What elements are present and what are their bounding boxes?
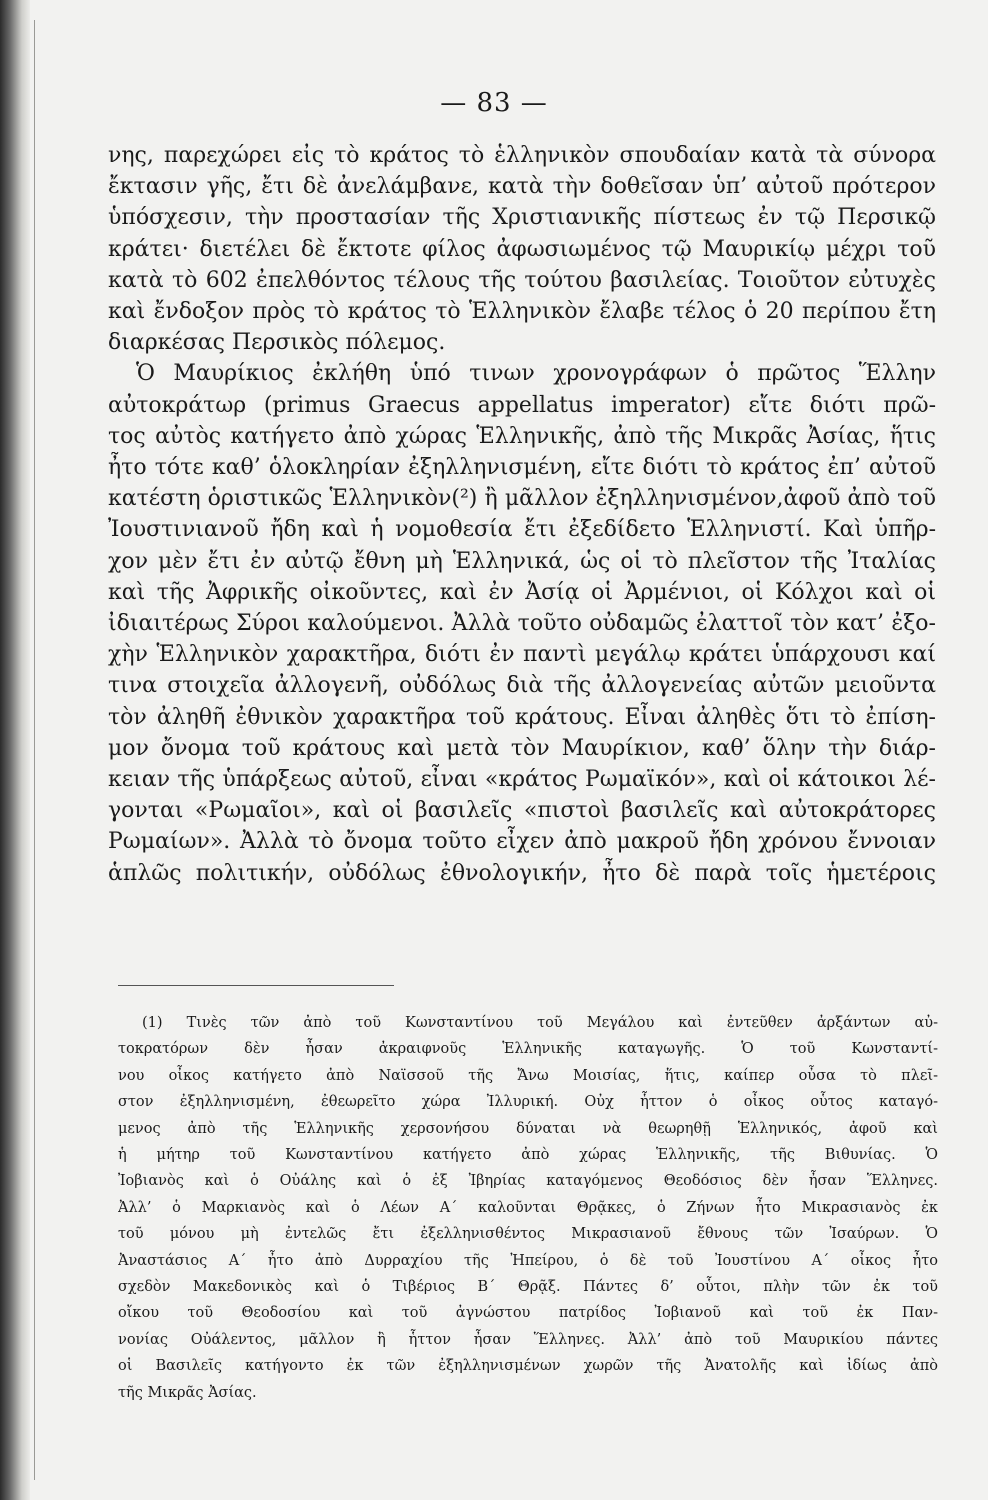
text-line: αὐτοκράτωρ (primus Graecus appellatus imperator) εἴτε διότι πρῶ- (108, 392, 936, 418)
footnote-line: νονίας Οὐάλεντος, μᾶλλον ἢ ἧττον ἦσαν Ἕλληνες. Ἀλλ’ ἀπὸ τοῦ Μαυρικίου πάντες (118, 1331, 938, 1348)
text-line: γονται «Ρωμαῖοι», καὶ οἱ βασιλεῖς «πιστοὶ βασιλεῖς καὶ αὐτοκράτορες (108, 798, 936, 824)
footnote-line: οἴκου τοῦ Θεοδοσίου καὶ τοῦ ἀγνώστου πατρίδος Ἰοβιανοῦ καὶ τοῦ ἐκ Παν- (118, 1305, 938, 1322)
text-line: ἔκτασιν γῆς, ἔτι δὲ ἀνελάμβανε, κατὰ τὴν δοθεῖσαν ὑπ’ αὐτοῦ πρότερον (108, 174, 936, 200)
footnotes (118, 1010, 938, 1406)
footnote-line: Ἀλλ’ ὁ Μαρκιανὸς καὶ ὁ Λέων Α΄ καλοῦνται Θρᾷκες, ὁ Ζήνων ἦτο Μικρασιανὸς ἐκ (118, 1199, 938, 1216)
text-line: κατὰ τὸ 602 ἐπελθόντος τέλους τῆς τούτου βασιλείας. Τοιοῦτον εὐτυχὲς (108, 267, 936, 293)
text-line: κράτει· διετέλει δὲ ἔκτοτε φίλος ἀφωσιωμένος τῷ Μαυρικίῳ μέχρι τοῦ (108, 236, 936, 262)
text-line: ἦτο τότε καθ’ ὁλοκληρίαν ἐξηλληνισμένη, εἴτε διότι τὸ κράτος ἐπ’ αὐτοῦ (108, 455, 936, 481)
text-line: Ἰουστινιανοῦ ἤδη καὶ ἡ νομοθεσία ἔτι ἐξεδίδετο Ἑλληνιστί. Καὶ ὑπῆρ- (108, 517, 936, 543)
text-line: τινα στοιχεῖα ἀλλογενῆ, οὐδόλως διὰ τῆς ἀλλογενείας αὐτῶν μειοῦντα (108, 673, 936, 699)
text-line: ἰδιαιτέρως Σύροι καλούμενοι. Ἀλλὰ τοῦτο οὐδαμῶς ἐλαττοῖ τὸν κατ’ ἐξο- (108, 611, 936, 637)
footnote-line: τοῦ μόνου μὴ ἐντελῶς ἔτι ἐξελληνισθέντος Μικρασιανοῦ ἔθνους τῶν Ἰσαύρων. Ὁ (118, 1226, 938, 1243)
text-line: κατέστη ὁριστικῶς Ἑλληνικὸν(²) ἢ μᾶλλον ἐξηλληνισμένον,ἀφοῦ ἀπὸ τοῦ (108, 486, 936, 512)
footnote-line: (1) Τινὲς τῶν ἀπὸ τοῦ Κωνσταντίνου τοῦ Μεγάλου καὶ ἐντεῦθεν ἀρξάντων αὐ- (142, 1015, 938, 1031)
book-spine-shadow (0, 0, 30, 1500)
text-line: τὸν ἀληθῆ ἐθνικὸν χαρακτῆρα τοῦ κράτους. Εἶναι ἀληθὲς ὅτι τὸ ἐπίση- (108, 704, 936, 730)
text-line: ἁπλῶς πολιτικήν, οὐδόλως ἐθνολογικήν, ἦτο δὲ παρὰ τοῖς ἡμετέροις (108, 860, 936, 886)
page-edge-line (34, 20, 35, 1480)
text-line: χον μὲν ἔτι ἐν αὐτῷ ἔθνη μὴ Ἑλληνικά, ὡς οἱ τὸ πλεῖστον τῆς Ἰταλίας (108, 548, 936, 574)
footnote-line: στον ἐξηλληνισμένη, ἐθεωρεῖτο χώρα Ἰλλυρική. Οὐχ ἧττον ὁ οἶκος οὗτος καταγό- (118, 1094, 938, 1111)
footnote-line: οἱ Βασιλεῖς κατήγοντο ἐκ τῶν ἐξηλληνισμένων χωρῶν τῆς Ἀνατολῆς καὶ ἰδίως ἀπὸ (118, 1358, 938, 1375)
text-line: διαρκέσας Περσικὸς πόλεμος. (108, 330, 446, 356)
main-text (108, 140, 936, 889)
footnote-separator (118, 985, 394, 986)
text-line: καὶ τῆς Ἀφρικῆς οἰκοῦντες, καὶ ἐν Ἀσίᾳ οἱ Ἀρμένιοι, οἱ Κόλχοι καὶ οἱ (108, 579, 936, 605)
text-line: νης, παρεχώρει εἰς τὸ κράτος τὸ ἑλληνικὸν σπουδαίαν κατὰ τὰ σύνορα (108, 143, 936, 168)
footnote-line: ἡ μήτηρ τοῦ Κωνσταντίνου κατήγετο ἀπὸ χώρας Ἑλληνικῆς, τῆς Βιθυνίας. Ὁ (118, 1147, 938, 1164)
footnote-line: μενος ἀπὸ τῆς Ἑλληνικῆς χερσονήσου δύναται νὰ θεωρηθῇ Ἑλληνικός, ἀφοῦ καὶ (118, 1120, 938, 1137)
footnote-line: νου οἶκος κατήγετο ἀπὸ Ναϊσσοῦ τῆς Ἄνω Μοισίας, ἥτις, καίπερ οὖσα τὸ πλεῖ- (118, 1067, 938, 1084)
text-line: κειαν τῆς ὑπάρξεως αὐτοῦ, εἶναι «κράτος Ρωμαϊκόν», καὶ οἱ κάτοικοι λέ- (108, 767, 936, 793)
footnote-line: τοκρατόρων δὲν ἦσαν ἀκραιφνοῦς Ἑλληνικῆς καταγωγῆς. Ὁ τοῦ Κωνσταντί- (118, 1041, 938, 1058)
text-line: χὴν Ἑλληνικὸν χαρακτῆρα, διότι ἐν παντὶ μεγάλῳ κράτει ὑπάρχουσι καί (108, 642, 936, 668)
text-line: Ρωμαίων». Ἀλλὰ τὸ ὄνομα τοῦτο εἶχεν ἀπὸ μακροῦ ἤδη χρόνου ἔννοιαν (108, 829, 936, 855)
footnote-line: Ἀναστάσιος Α΄ ἦτο ἀπὸ Δυρραχίου τῆς Ἠπείρου, ὁ δὲ τοῦ Ἰουστίνου Α΄ οἶκος ἦτο (118, 1252, 938, 1269)
text-line: τος αὐτὸς κατήγετο ἀπὸ χώρας Ἑλληνικῆς, ἀπὸ τῆς Μικρᾶς Ἀσίας, ἥτις (108, 423, 936, 449)
footnote-line: σχεδὸν Μακεδονικὸς καὶ ὁ Τιβέριος Β΄ Θρᾷξ. Πάντες δ’ οὗτοι, πλὴν τῶν ἐκ τοῦ (118, 1279, 938, 1296)
text-line: μον ὄνομα τοῦ κράτους καὶ μετὰ τὸν Μαυρίκιον, καθ’ ὅλην τὴν διάρ- (108, 735, 936, 761)
page-number: — 83 — (440, 88, 548, 118)
text-line: καὶ ἔνδοξον πρὸς τὸ κράτος τὸ Ἑλληνικὸν ἔλαβε τέλος ὁ 20 περίπου ἔτη (108, 299, 936, 325)
text-line: ὑπόσχεσιν, τὴν προστασίαν τῆς Χριστιανικῆς πίστεως ἐν τῷ Περσικῷ (108, 205, 936, 231)
footnote-line: Ἰοβιανὸς καὶ ὁ Οὐάλης καὶ ὁ ἐξ Ἰβηρίας καταγόμενος Θεοδόσιος δὲν ἦσαν Ἕλληνες. (118, 1173, 938, 1190)
text-line: Ὁ Μαυρίκιος ἐκλήθη ὑπό τινων χρονογράφων ὁ πρῶτος Ἕλλην (136, 361, 936, 387)
footnote-line: τῆς Μικρᾶς Ἀσίας. (118, 1384, 257, 1401)
